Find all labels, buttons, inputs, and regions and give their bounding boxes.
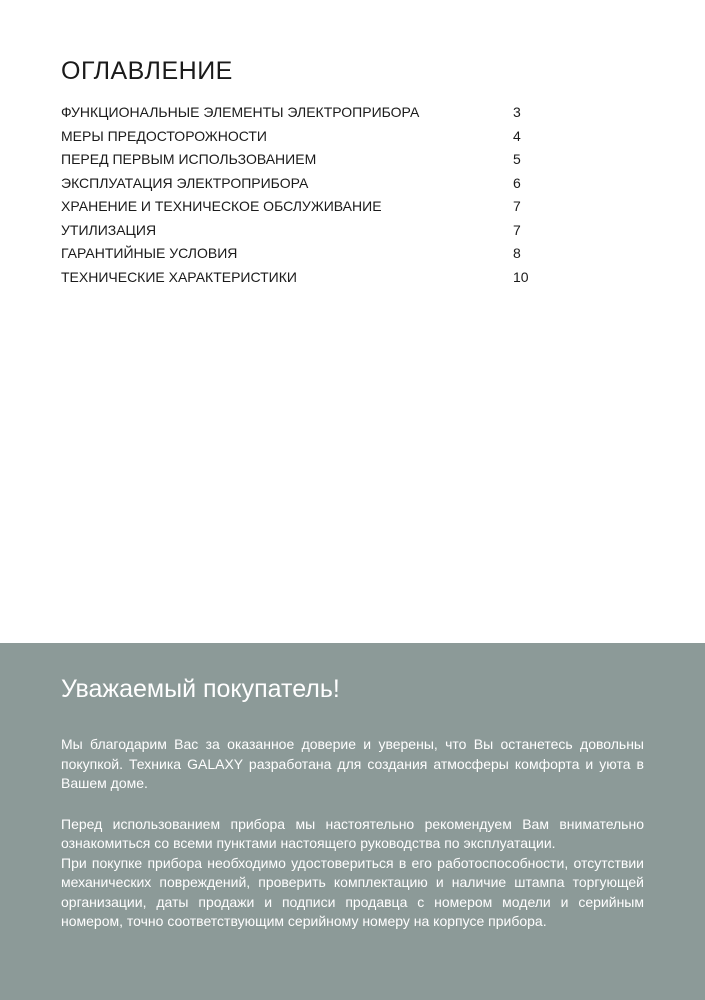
toc-entry-page: 7: [513, 221, 521, 238]
toc-entry-page: 7: [513, 198, 521, 214]
toc-entry: [61, 101, 551, 125]
toc-entry: [61, 148, 551, 172]
toc-list: [61, 101, 551, 289]
toc-entry-page: 4: [513, 127, 521, 144]
table-of-contents: [61, 56, 551, 289]
greeting-paragraph-thanks: Мы благодарим Вас за оказанное доверие и уверены, что Вы останетесь довольны покупкой. Техника GALAXY разработана для создания атмосферы комфорта и уюта в Вашем доме.: [61, 736, 644, 791]
toc-entry-label: ФУНКЦИОНАЛЬНЫЕ ЭЛЕМЕНТЫ ЭЛЕКТРОПРИБОРА: [61, 104, 420, 120]
toc-entry-page: 10: [513, 268, 529, 285]
toc-entry: [61, 266, 551, 290]
greeting-content: [61, 673, 644, 932]
toc-entry: [61, 195, 551, 219]
toc-entry-page: 3: [513, 104, 521, 120]
toc-entry-label: МЕРЫ ПРЕДОСТОРОЖНОСТИ: [61, 127, 267, 144]
toc-entry-page: 6: [513, 174, 521, 191]
paragraph-spacer: [61, 794, 644, 815]
toc-entry-label: ХРАНЕНИЕ И ТЕХНИЧЕСКОЕ ОБСЛУЖИВАНИЕ: [61, 198, 382, 214]
greeting-title: Уважаемый покупатель!: [61, 675, 340, 703]
greeting-paragraph-read-manual: Перед использованием прибора мы настоятельно рекомендуем Вам внимательно ознакомиться со всеми пунктами настоящего руководства по эксплуатации.: [61, 815, 644, 851]
greeting-paragraph-purchase-check: При покупке прибора необходимо удостовериться в его работоспособности, отсутствии механических повреждений, проверить комплектацию и наличие штампа торгующей организации, даты продажи и подписи продавца с номером модели и серийным номером, точно соответствующим серийному номеру на корпусе прибора.: [61, 854, 644, 929]
toc-entry-label: УТИЛИЗАЦИЯ: [61, 221, 157, 238]
toc-entry-label: ПЕРЕД ПЕРВЫМ ИСПОЛЬЗОВАНИЕМ: [61, 151, 317, 167]
toc-entry-page: 8: [513, 245, 521, 261]
customer-greeting-panel: [0, 643, 705, 1000]
toc-entry-label: ГАРАНТИЙНЫЕ УСЛОВИЯ: [61, 245, 238, 261]
toc-entry: [61, 219, 551, 243]
toc-entry-page: 5: [513, 151, 521, 167]
toc-entry-label: ТЕХНИЧЕСКИЕ ХАРАКТЕРИСТИКИ: [61, 268, 297, 285]
toc-entry: [61, 242, 551, 266]
toc-entry: [61, 172, 551, 196]
toc-entry: [61, 125, 551, 149]
toc-title: ОГЛАВЛЕНИЕ: [61, 57, 233, 85]
toc-entry-label: ЭКСПЛУАТАЦИЯ ЭЛЕКТРОПРИБОРА: [61, 174, 309, 191]
